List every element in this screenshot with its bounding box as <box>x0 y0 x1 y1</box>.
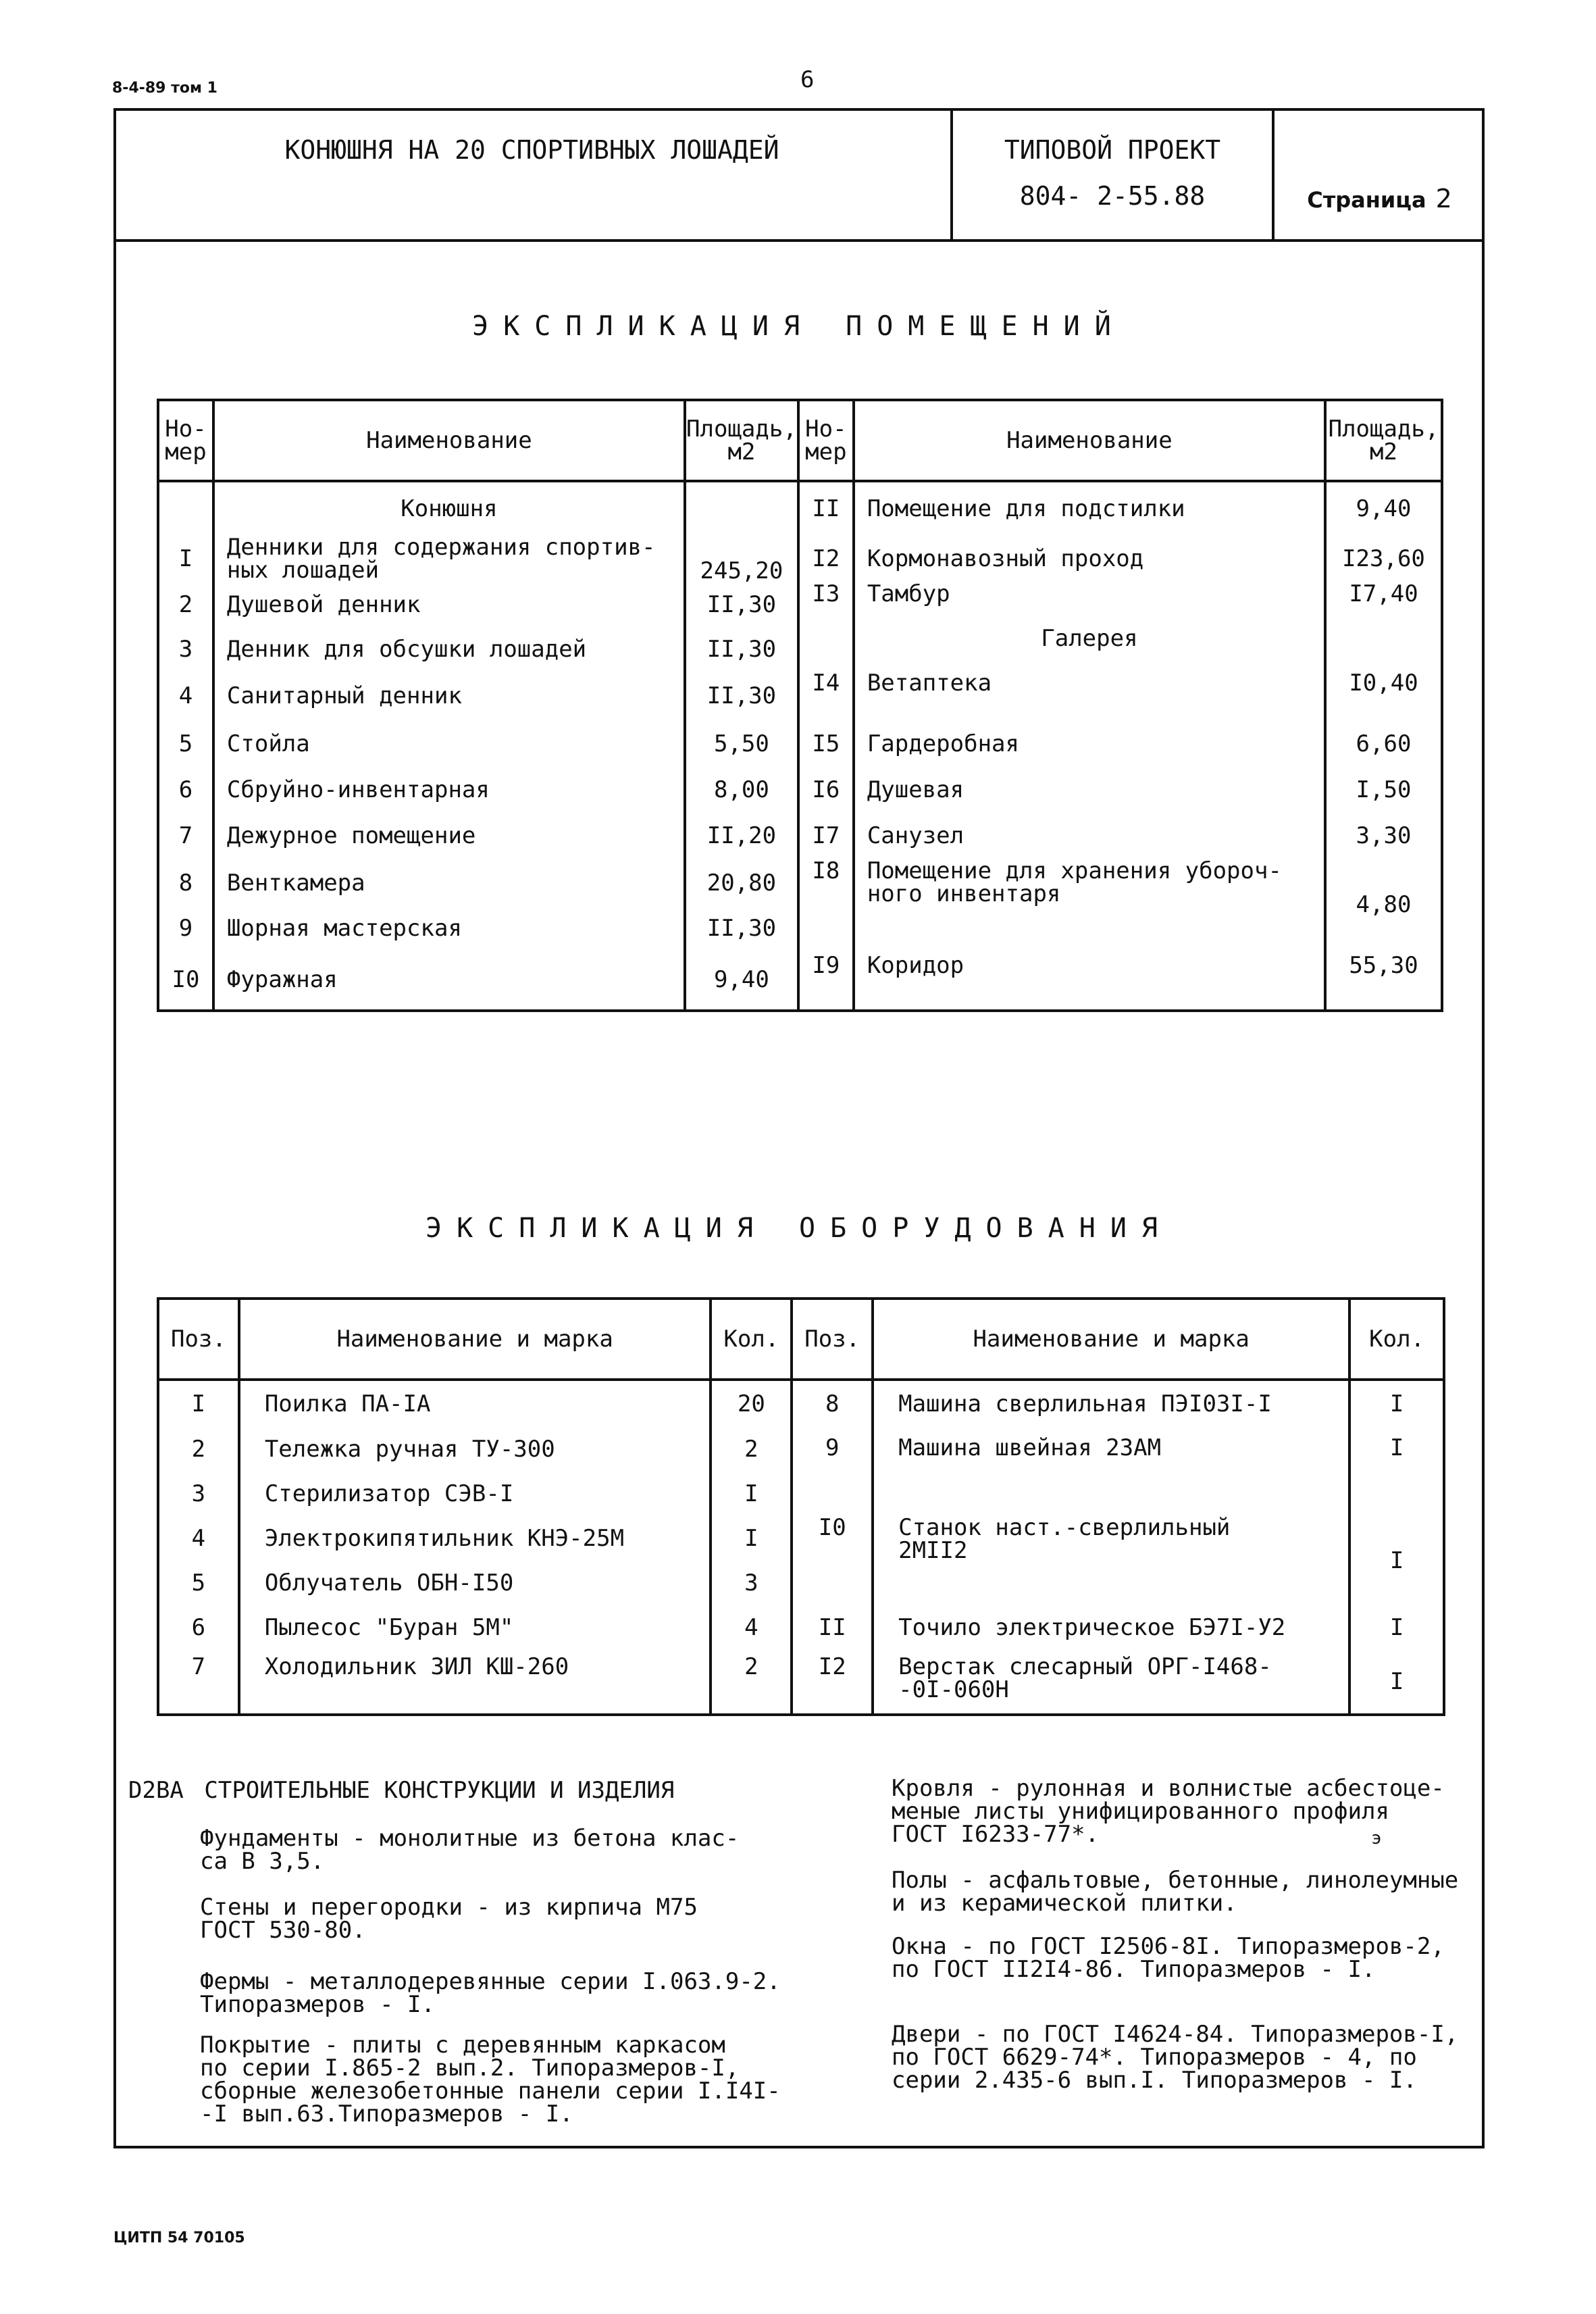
rooms-section-title: ЭКСПЛИКАЦИЯ ПОМЕЩЕНИЙ <box>472 311 1126 342</box>
project-label: ТИПОВОЙ ПРОЕКТ <box>1004 135 1221 165</box>
equipment-pos: 3 <box>158 1472 239 1516</box>
rooms-header-name: Наименование <box>854 400 1325 481</box>
room-number: I9 <box>798 950 854 1011</box>
construction-section-heading <box>128 1777 674 1804</box>
room-number: 4 <box>158 672 213 720</box>
page-label: Страница <box>1307 187 1426 213</box>
title-block-divider <box>950 108 953 242</box>
construction-paragraph: Двери - по ГОСТ I4624-84. Типоразмеров-I, по ГОСТ 6629-74*. Типоразмеров - 4, по серии 2.435-6 вып.I. Типоразмеров - I. <box>892 2021 1459 2094</box>
room-number: 3 <box>158 627 213 672</box>
equipment-qty: 4 <box>711 1605 792 1650</box>
room-name: Денники для содержания спортив- ных лошадей <box>213 535 685 582</box>
room-area: 20,80 <box>685 859 798 907</box>
room-area: 8,00 <box>685 768 798 812</box>
equipment-qty: 3 <box>711 1561 792 1605</box>
equipment-header-pos: Поз. <box>158 1299 239 1380</box>
equipment-qty: 20 <box>711 1380 792 1427</box>
room-area: II,30 <box>685 627 798 672</box>
room-area: II,30 <box>685 672 798 720</box>
room-area: I0,40 <box>1325 672 1442 720</box>
rooms-group-label: Галерея <box>854 627 1325 672</box>
equipment-pos: 8 <box>792 1380 873 1427</box>
room-area: I7,40 <box>1325 582 1442 627</box>
room-name: Стойла <box>213 720 685 768</box>
rooms-header-name: Наименование <box>213 400 685 481</box>
equipment-section-title: ЭКСПЛИКАЦИЯ ОБОРУДОВАНИЯ <box>426 1213 1173 1244</box>
footer-stamp: ЦИТП 54 70105 <box>113 2230 245 2246</box>
room-area: 5,50 <box>685 720 798 768</box>
room-name: Душевой денник <box>213 582 685 627</box>
page-number: 2 <box>1435 184 1452 213</box>
room-name: Душевая <box>854 768 1325 812</box>
room-name: Гардеробная <box>854 720 1325 768</box>
room-name: Тамбур <box>854 582 1325 627</box>
equipment-qty: I <box>1349 1605 1444 1650</box>
room-area: I23,60 <box>1325 535 1442 582</box>
room-number: 9 <box>158 907 213 950</box>
room-number: 2 <box>158 582 213 627</box>
title-block <box>113 108 1485 242</box>
equipment-name: Поилка ПА-IА <box>239 1380 711 1427</box>
room-name: Ветаптека <box>854 672 1325 720</box>
sheet-reference-note: 8-4-89 том 1 <box>112 80 217 97</box>
room-area: 3,30 <box>1325 812 1442 859</box>
room-area: II,20 <box>685 812 798 859</box>
room-number: I0 <box>158 950 213 1011</box>
room-name: Денник для обсушки лошадей <box>213 627 685 672</box>
room-number: 8 <box>158 859 213 907</box>
equipment-pos: II <box>792 1605 873 1650</box>
room-area: II,30 <box>685 907 798 950</box>
room-area: II,30 <box>685 582 798 627</box>
document-title: КОНЮШНЯ НА 20 СПОРТИВНЫХ ЛОШАДЕЙ <box>284 135 779 165</box>
room-number: I2 <box>798 535 854 582</box>
rooms-header-num: Но- мер <box>158 400 213 481</box>
room-area: 245,20 <box>685 535 798 582</box>
construction-paragraph: Стены и перегородки - из кирпича М75 ГОСТ 530-80. <box>200 1894 698 1944</box>
equipment-pos: 6 <box>158 1605 239 1650</box>
rooms-group-label: Конюшня <box>213 481 685 535</box>
equipment-name: Стерилизатор СЭВ-I <box>239 1472 711 1516</box>
room-number: I5 <box>798 720 854 768</box>
equipment-name: Электрокипятильник КНЭ-25М <box>239 1516 711 1561</box>
room-name: Помещение для хранения убороч- ного инвентаря <box>854 859 1325 950</box>
equipment-name: Пылесос "Буран 5М" <box>239 1605 711 1650</box>
room-number: I4 <box>798 672 854 720</box>
equipment-pos: I2 <box>792 1650 873 1715</box>
room-name: Шорная мастерская <box>213 907 685 950</box>
rooms-header-num: Но- мер <box>798 400 854 481</box>
page-mark: 6 <box>800 66 815 93</box>
room-number: I3 <box>798 582 854 627</box>
equipment-name: Холодильник ЗИЛ КШ-260 <box>239 1650 711 1715</box>
room-name: Помещение для подстилки <box>854 481 1325 535</box>
equipment-header-qty: Кол. <box>711 1299 792 1380</box>
room-number: I6 <box>798 768 854 812</box>
project-code: 804- 2-55.88 <box>1019 181 1206 211</box>
equipment-qty: I <box>1349 1650 1444 1715</box>
equipment-name: Тележка ручная ТУ-300 <box>239 1427 711 1472</box>
equipment-name: Точило электрическое БЭ7I-У2 <box>873 1605 1349 1650</box>
construction-paragraph: Кровля - рулонная и волнистые асбестоце- меные листы унифицированного профиля ГОСТ I6233-77*. <box>892 1775 1445 1848</box>
equipment-pos: 5 <box>158 1561 239 1605</box>
room-area: 4,80 <box>1325 859 1442 950</box>
construction-paragraph: Полы - асфальтовые, бетонные, линолеумные и из керамической плитки. <box>892 1867 1459 1917</box>
page-indicator <box>1275 184 1485 213</box>
equipment-pos: I0 <box>792 1516 873 1605</box>
rooms-header-area: Площадь, м2 <box>685 400 798 481</box>
room-area: 9,40 <box>685 950 798 1011</box>
equipment-name: Машина швейная 23АМ <box>873 1427 1349 1516</box>
equipment-table <box>157 1297 1445 1716</box>
equipment-pos: 2 <box>158 1427 239 1472</box>
equipment-pos: I <box>158 1380 239 1427</box>
equipment-name: Машина сверлильная ПЭI03I-I <box>873 1380 1349 1427</box>
equipment-pos: 4 <box>158 1516 239 1561</box>
equipment-qty: 2 <box>711 1650 792 1715</box>
room-area: 55,30 <box>1325 950 1442 1011</box>
equipment-name: Облучатель ОБН-I50 <box>239 1561 711 1605</box>
room-number: II <box>798 481 854 535</box>
room-area: 6,60 <box>1325 720 1442 768</box>
room-number: 7 <box>158 812 213 859</box>
equipment-qty: I <box>1349 1427 1444 1516</box>
title-block-divider <box>1272 108 1275 242</box>
room-area: 9,40 <box>1325 481 1442 535</box>
construction-paragraph: Фундаменты - монолитные из бетона клас- са В 3,5. <box>200 1825 740 1875</box>
room-name: Кормонавозный проход <box>854 535 1325 582</box>
room-number: 6 <box>158 768 213 812</box>
equipment-header-qty: Кол. <box>1349 1299 1444 1380</box>
room-name: Санитарный денник <box>213 672 685 720</box>
room-name: Дежурное помещение <box>213 812 685 859</box>
room-name: Венткамера <box>213 859 685 907</box>
construction-paragraph: Окна - по ГОСТ I2506-8I. Типоразмеров-2, по ГОСТ II2I4-86. Типоразмеров - I. <box>892 1933 1445 1983</box>
room-name: Фуражная <box>213 950 685 1011</box>
construction-title: СТРОИТЕЛЬНЫЕ КОНСТРУКЦИИ И ИЗДЕЛИЯ <box>204 1777 675 1804</box>
equipment-pos: 9 <box>792 1427 873 1516</box>
equipment-header-name: Наименование и марка <box>239 1299 711 1380</box>
equipment-header-pos: Поз. <box>792 1299 873 1380</box>
equipment-qty: I <box>711 1516 792 1561</box>
room-area: I,50 <box>1325 768 1442 812</box>
room-number: 5 <box>158 720 213 768</box>
equipment-header-name: Наименование и марка <box>873 1299 1349 1380</box>
room-number: I7 <box>798 812 854 859</box>
room-number: I8 <box>798 859 854 950</box>
room-name: Санузел <box>854 812 1325 859</box>
rooms-header-area: Площадь, м2 <box>1325 400 1442 481</box>
room-number: I <box>158 535 213 582</box>
rooms-table <box>157 399 1443 1012</box>
equipment-qty: I <box>711 1472 792 1516</box>
margin-mark: э <box>1371 1828 1382 1848</box>
construction-paragraph: Фермы - металлодеревянные серии I.063.9-2. Типоразмеров - I. <box>200 1968 781 2018</box>
equipment-qty: I <box>1349 1380 1444 1427</box>
equipment-qty: 2 <box>711 1427 792 1472</box>
equipment-qty: I <box>1349 1516 1444 1605</box>
equipment-pos: 7 <box>158 1650 239 1715</box>
equipment-name: Верстак слесарный ОРГ-I468- -0I-060Н <box>873 1650 1349 1715</box>
room-name: Коридор <box>854 950 1325 1011</box>
room-name: Сбруйно-инвентарная <box>213 768 685 812</box>
construction-code: D2BA <box>128 1777 184 1804</box>
equipment-name: Станок наст.-сверлильный 2МII2 <box>873 1516 1349 1605</box>
construction-paragraph: Покрытие - плиты с деревянным каркасом по серии I.865-2 вып.2. Типоразмеров-I, сборные железобетонные панели серии I.I4I- -I вып.63.Типоразмеров - I. <box>200 2032 781 2128</box>
